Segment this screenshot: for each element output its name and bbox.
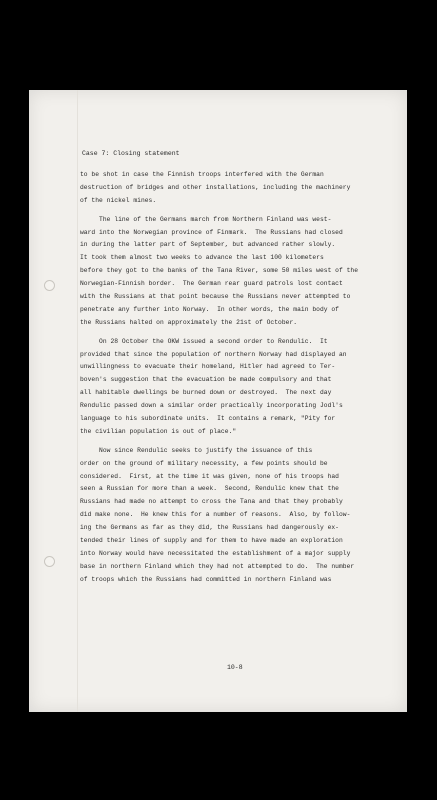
text-line: into Norway would have necessitated the establishment of a major supply	[80, 549, 351, 557]
text-line: destruction of bridges and other installations, including the machinery	[80, 183, 351, 191]
punch-hole-bottom	[44, 556, 55, 567]
text-line: the civilian population is out of place."	[80, 427, 237, 435]
text-line: did make none. He knew this for a number of reasons. Also, by follow-	[80, 511, 351, 519]
text-line: seen a Russian for more than a week. Second, Rendulic knew that the	[80, 485, 339, 493]
text-line: unwillingness to evacuate their homeland, Hitler had agreed to Ter-	[80, 363, 336, 371]
page-number: 10-8	[227, 664, 243, 671]
text-line: to be shot in case the Finnish troops interfered with the German	[80, 171, 324, 178]
text-line: ward into the Norwegian province of Finmark. The Russians had closed	[80, 228, 343, 236]
text-line: It took them almost two weeks to advance the last 100 kilometers	[80, 254, 324, 262]
text-line: Rendulic passed down a similar order practically incorporating Jodl's	[80, 402, 343, 410]
text-line: ing the Germans as far as they did, the Russians had dangerously ex-	[80, 524, 339, 532]
text-line: all habitable dwellings be burned down or destroyed. The next day	[80, 389, 332, 397]
text-line: before they got to the banks of the Tana River, some 50 miles west of the	[80, 267, 359, 275]
text-line: Now since Rendulic seeks to justify the issuance of this	[80, 446, 313, 454]
text-line: provided that since the population of northern Norway had displayed an	[80, 350, 347, 358]
text-line: the Russians halted on approximately the 21st of October.	[80, 318, 298, 326]
text-line: Norwegian-Finnish border. The German rear guard patrols lost contact	[80, 280, 343, 288]
text-line: of the nickel mines.	[80, 196, 157, 204]
text-line: base in northern Finland which they had not attempted to do. The number	[80, 562, 355, 570]
document-page	[29, 90, 407, 712]
text-line: with the Russians at that point because the Russians never attempted to	[80, 293, 351, 301]
text-line: language to his subordinate units. It contains a remark, "Pity for	[80, 415, 336, 423]
text-line: penetrate any further into Norway. In other words, the main body of	[80, 305, 339, 313]
text-line: boven's suggestion that the evacuation be made compulsory and that	[80, 376, 332, 384]
page-header: Case 7: Closing statement	[82, 150, 180, 157]
text-line: of troops which the Russians had committed in northern Finland was	[80, 575, 332, 583]
text-line: in during the latter part of September, but advanced rather slowly.	[80, 241, 336, 249]
text-line: On 28 October the OKW issued a second order to Rendulic. It	[80, 337, 328, 345]
text-line: considered. First, at the time it was given, none of his troops had	[80, 472, 339, 480]
text-line: Russians had made no attempt to cross the Tana and that they probably	[80, 498, 343, 506]
document-body	[80, 169, 392, 587]
text-line: tended their lines of supply and for them to have made an exploration	[80, 537, 343, 545]
text-line: The line of the Germans march from Northern Finland was west-	[80, 215, 332, 223]
margin-rule	[77, 90, 78, 712]
text-line: order on the ground of military necessity, a few points should be	[80, 459, 328, 467]
punch-hole-top	[44, 280, 55, 291]
